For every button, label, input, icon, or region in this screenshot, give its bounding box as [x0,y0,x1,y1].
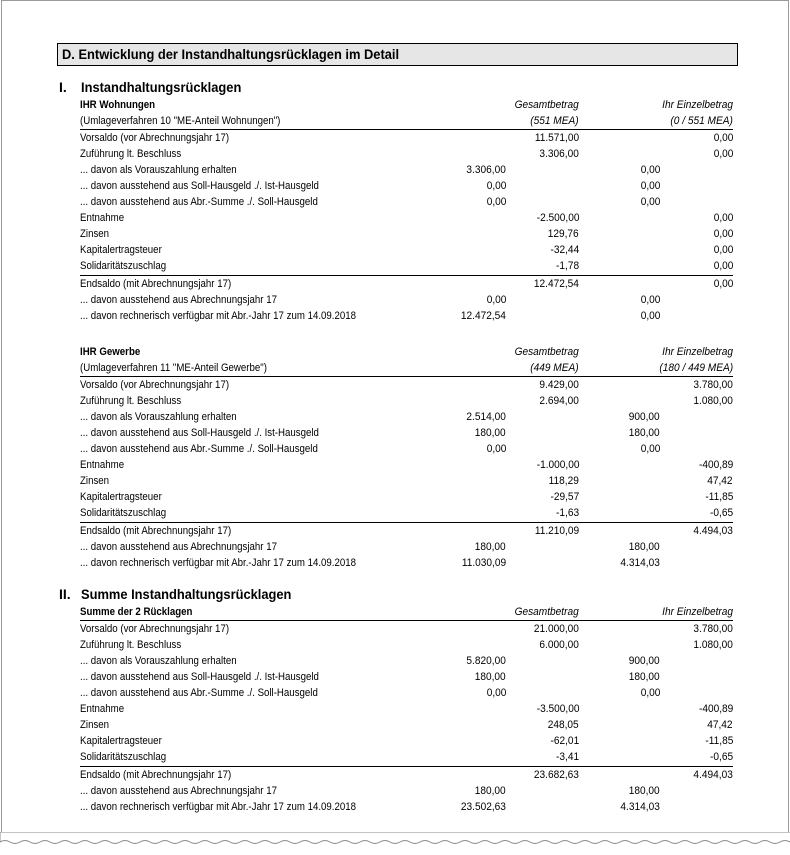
part-title: Instandhaltungsrücklagen [81,79,242,95]
sub-amount-single: 180,00 [629,541,660,553]
table-row [80,523,733,539]
sub-amount-single: 0,00 [640,180,660,192]
row-label: Kapitalertragsteuer [80,735,162,747]
row-label: Vorsaldo (vor Abrechnungsjahr 17) [80,623,230,635]
reserve-key: (Umlageverfahren 10 "ME-Anteil Wohnungen") [80,115,281,127]
row-label: Solidaritätszuschlag [80,260,167,272]
amount-total: 129,76 [548,228,579,240]
sub-amount-single: 0,00 [640,196,660,208]
amount-single: -11,85 [705,491,733,503]
amount-single: 47,42 [707,719,733,731]
row-label: ... davon ausstehend aus Abr.-Summe ./. Soll-Hausgeld [80,443,318,455]
table-row [80,210,733,226]
amount-total: 12.472,54 [533,278,579,290]
table-row [80,258,733,274]
reserve-name: IHR Gewerbe [80,346,141,358]
section-title: D. Entwicklung der Instandhaltungsrücklagen im Detail [62,46,400,62]
table-row [80,733,733,749]
row-label: Vorsaldo (vor Abrechnungsjahr 17) [80,132,230,144]
part-number: I. [59,79,67,95]
table-row [80,669,733,685]
amount-total: 6.000,00 [539,639,579,651]
part-title: Summe Instandhaltungsrücklagen [81,586,292,602]
end-balance-rows [80,522,733,571]
col-single-header: Ihr Einzelbetrag [662,346,733,358]
table-row [80,799,733,815]
table-row [80,701,733,717]
sub-amount-total: 11.030,09 [461,557,506,569]
block-subheader-row [80,360,733,377]
table-row [80,425,733,441]
amount-total: -29,57 [550,491,579,503]
table-row [80,162,733,178]
table-row [80,749,733,765]
row-label: Kapitalertragsteuer [80,244,162,256]
row-label: ... davon ausstehend aus Abr.-Summe ./. Soll-Hausgeld [80,196,318,208]
row-label: Entnahme [80,459,125,471]
table-row [80,717,733,733]
table-row [80,393,733,409]
movement-rows [80,130,733,274]
sub-amount-total: 0,00 [486,687,506,699]
sub-amount-single: 900,00 [629,411,660,423]
amount-single: 0,00 [713,260,733,272]
section-heading [57,43,738,66]
row-label: Zinsen [80,719,110,731]
sub-amount-total: 180,00 [475,427,506,439]
reserve-block-wohnungen [80,97,733,324]
table-row [80,308,733,324]
table-row [80,178,733,194]
row-label: Endsaldo (mit Abrechnungsjahr 17) [80,769,232,781]
amount-single: -0,65 [709,507,733,519]
row-label: Kapitalertragsteuer [80,491,162,503]
row-label: ... davon ausstehend aus Soll-Hausgeld ./. Ist-Hausgeld [80,180,319,192]
row-label: Entnahme [80,703,125,715]
amount-total: 21.000,00 [533,623,579,635]
col-total-mea: (551 MEA) [530,115,579,127]
reserve-block-summe [80,604,733,815]
sub-amount-total: 23.502,63 [460,801,506,813]
row-label: ... davon rechnerisch verfügbar mit Abr.-Jahr 17 zum 14.09.2018 [80,310,357,322]
amount-single: 0,00 [713,228,733,240]
amount-single: -400,89 [698,459,733,471]
movement-rows [80,377,733,521]
row-label: ... davon ausstehend aus Abrechnungsjahr 17 [80,785,277,797]
row-label: ... davon ausstehend aus Soll-Hausgeld ./. Ist-Hausgeld [80,671,319,683]
end-balance-rows [80,275,733,324]
col-total-header: Gesamtbetrag [514,99,579,111]
row-label: Zinsen [80,228,110,240]
row-label: Zuführung lt. Beschluss [80,639,182,651]
sub-amount-total: 12.472,54 [460,310,506,322]
amount-total: 248,05 [548,719,579,731]
sub-amount-total: 180,00 [475,785,506,797]
row-label: Endsaldo (mit Abrechnungsjahr 17) [80,525,232,537]
amount-single: 0,00 [713,244,733,256]
col-single-mea: (180 / 449 MEA) [659,362,733,374]
table-row [80,457,733,473]
amount-single: 0,00 [713,278,733,290]
amount-single: 47,42 [707,475,733,487]
torn-page-edge [0,832,790,855]
sub-amount-total: 0,00 [486,443,506,455]
row-label: Zuführung lt. Beschluss [80,148,182,160]
reserve-key: (Umlageverfahren 11 "ME-Anteil Gewerbe") [80,362,267,374]
table-row [80,276,733,292]
table-row [80,292,733,308]
block-subheader-row [80,113,733,130]
table-row [80,377,733,393]
col-total-header: Gesamtbetrag [514,606,579,618]
table-row [80,653,733,669]
table-row [80,441,733,457]
sub-amount-single: 0,00 [640,164,660,176]
row-label: ... davon ausstehend aus Soll-Hausgeld ./. Ist-Hausgeld [80,427,319,439]
row-label: ... davon ausstehend aus Abr.-Summe ./. Soll-Hausgeld [80,687,318,699]
sub-amount-total: 0,00 [486,180,506,192]
row-label: ... davon ausstehend aus Abrechnungsjahr 17 [80,294,277,306]
amount-single: 1.080,00 [693,395,733,407]
col-single-header: Ihr Einzelbetrag [662,606,733,618]
row-label: ... davon als Vorauszahlung erhalten [80,411,237,423]
sub-amount-single: 900,00 [629,655,660,667]
table-row [80,130,733,146]
amount-total: -1,63 [555,507,579,519]
block-header-row [80,604,733,621]
row-label: Zuführung lt. Beschluss [80,395,182,407]
table-row [80,783,733,799]
amount-total: -1,78 [555,260,579,272]
table-row [80,226,733,242]
table-row [80,409,733,425]
sub-amount-single: 4.314,03 [620,801,660,813]
amount-single: 4.494,03 [693,769,733,781]
amount-single: 0,00 [713,132,733,144]
sub-amount-single: 0,00 [640,687,660,699]
part-number: II. [59,586,71,602]
amount-total: 11.571,00 [534,132,579,144]
block-header-row [80,97,733,113]
reserve-block-gewerbe [80,344,733,571]
sub-amount-total: 5.820,00 [466,655,506,667]
reserve-name: IHR Wohnungen [80,99,156,111]
amount-total: 9.429,00 [539,379,579,391]
table-row [80,621,733,637]
col-total-mea: (449 MEA) [530,362,579,374]
movement-rows [80,621,733,765]
table-row [80,194,733,210]
row-label: ... davon ausstehend aus Abrechnungsjahr 17 [80,541,277,553]
table-row [80,555,733,571]
amount-total: 2.694,00 [539,395,579,407]
table-row [80,685,733,701]
table-row [80,489,733,505]
table-row [80,505,733,521]
sub-amount-single: 180,00 [629,427,660,439]
row-label: Solidaritätszuschlag [80,751,167,763]
document-page [1,0,789,841]
amount-single: -0,65 [709,751,733,763]
amount-total: -62,01 [550,735,579,747]
row-label: ... davon rechnerisch verfügbar mit Abr.-Jahr 17 zum 14.09.2018 [80,557,357,569]
sub-amount-total: 180,00 [475,671,506,683]
reserve-name: Summe der 2 Rücklagen [80,606,193,618]
col-single-mea: (0 / 551 MEA) [670,115,733,127]
amount-single: 0,00 [713,148,733,160]
sub-amount-single: 180,00 [629,671,660,683]
table-row [80,146,733,162]
amount-total: 11.210,09 [534,525,579,537]
amount-total: -3.500,00 [536,703,579,715]
amount-total: -32,44 [550,244,579,256]
sub-amount-total: 180,00 [475,541,506,553]
table-row [80,767,733,783]
amount-single: 3.780,00 [693,623,733,635]
row-label: Solidaritätszuschlag [80,507,167,519]
amount-single: 0,00 [713,212,733,224]
row-label: ... davon als Vorauszahlung erhalten [80,655,237,667]
sub-amount-total: 0,00 [486,196,506,208]
col-total-header: Gesamtbetrag [514,346,579,358]
row-label: ... davon als Vorauszahlung erhalten [80,164,237,176]
amount-total: 3.306,00 [539,148,579,160]
amount-single: -400,89 [698,703,733,715]
block-header-row [80,344,733,360]
row-label: Entnahme [80,212,125,224]
sub-amount-total: 3.306,00 [466,164,506,176]
sub-amount-total: 2.514,00 [466,411,506,423]
amount-single: 1.080,00 [693,639,733,651]
table-row [80,473,733,489]
row-label: Zinsen [80,475,110,487]
amount-single: -11,85 [705,735,733,747]
table-row [80,539,733,555]
sub-amount-single: 0,00 [640,294,660,306]
sub-amount-single: 180,00 [629,785,660,797]
table-row [80,637,733,653]
amount-total: -2.500,00 [536,212,579,224]
sub-amount-total: 0,00 [486,294,506,306]
table-row [80,242,733,258]
row-label: Vorsaldo (vor Abrechnungsjahr 17) [80,379,230,391]
sub-amount-single: 0,00 [640,310,660,322]
amount-single: 3.780,00 [693,379,733,391]
row-label: Endsaldo (mit Abrechnungsjahr 17) [80,278,232,290]
sub-amount-single: 0,00 [640,443,660,455]
part-heading-2 [59,586,310,602]
amount-total: -3,41 [555,751,579,763]
amount-total: -1.000,00 [536,459,579,471]
amount-single: 4.494,03 [693,525,733,537]
row-label: ... davon rechnerisch verfügbar mit Abr.-Jahr 17 zum 14.09.2018 [80,801,357,813]
col-single-header: Ihr Einzelbetrag [662,99,733,111]
sub-amount-single: 4.314,03 [620,557,660,569]
amount-total: 23.682,63 [533,769,579,781]
part-heading-1 [59,79,255,95]
amount-total: 118,29 [548,475,579,487]
end-balance-rows [80,766,733,815]
